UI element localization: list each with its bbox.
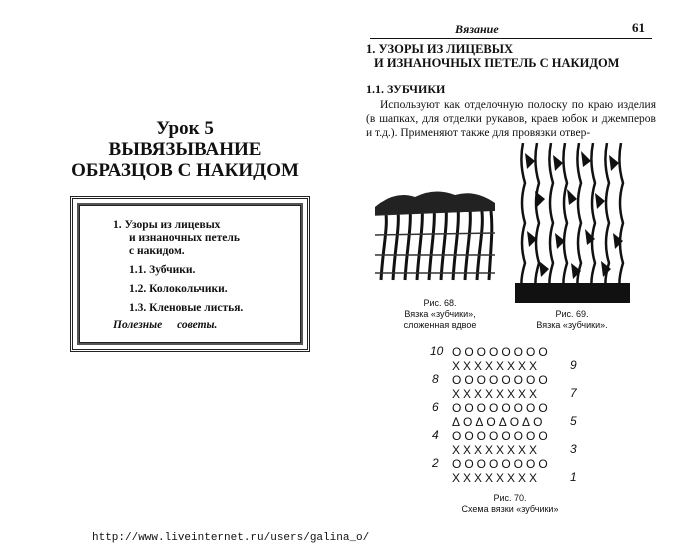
- page-number: 61: [632, 20, 645, 35]
- scheme-row: OOOOOOOO: [452, 429, 551, 443]
- caption-line: Схема вязки «зубчики»: [461, 504, 559, 514]
- row-number-left: 8: [432, 372, 439, 386]
- caption-fig69: [522, 309, 622, 331]
- toc-subitem: 1.1. Зубчики.: [129, 264, 196, 276]
- scheme-row: OOOOOOOO: [452, 401, 551, 415]
- scheme-row: OOOOOOOO: [452, 457, 551, 471]
- row-number-right: 9: [570, 358, 577, 372]
- row-number-right: 5: [570, 414, 577, 428]
- row-number-right: 7: [570, 386, 577, 400]
- toc-item-1-cont: и изнаночных петель: [129, 232, 240, 244]
- caption-line: Вязка «зубчики»,: [404, 309, 476, 319]
- caption-line: Вязка «зубчики».: [536, 320, 608, 330]
- toc-item-1-cont: с накидом.: [129, 245, 185, 257]
- lesson-title: [40, 118, 330, 181]
- lesson-title-line: ОБРАЗЦОВ С НАКИДОМ: [71, 160, 299, 181]
- scheme-row: ΔOΔOΔOΔO: [452, 415, 546, 429]
- decorative-frame: [70, 196, 310, 352]
- body-paragraph: Используют как отделочную полоску по краю изделия (в шапках, для отделки рукавов, краев юбок и джемперов и т.д.). Применяют также для провязки отвер-: [366, 99, 656, 139]
- lesson-title-line: Урок 5: [156, 118, 214, 139]
- caption-line: Рис. 69.: [555, 309, 589, 319]
- caption-line: Рис. 68.: [423, 298, 457, 308]
- toc-item-1: 1. Узоры из лицевых: [113, 219, 221, 231]
- table-of-contents: [113, 219, 243, 332]
- section-title-line: И ИЗНАНОЧНЫХ ПЕТЕЛЬ С НАКИДОМ: [374, 56, 620, 70]
- toc-tips: Полезные советы.: [113, 319, 218, 331]
- knitting-scheme: [430, 342, 590, 492]
- caption-fig68: [380, 298, 500, 331]
- knitting-photo-fig69: [515, 143, 630, 303]
- row-number-left: 4: [432, 428, 439, 442]
- lesson-title-line: ВЫВЯЗЫВАНИЕ: [108, 139, 262, 160]
- scheme-row: XXXXXXXX: [452, 359, 541, 373]
- footer-url: http://www.liveinternet.ru/users/galina_o/: [92, 532, 370, 544]
- row-number-right: 3: [570, 442, 577, 456]
- section-title: [366, 42, 619, 70]
- scheme-row: OOOOOOOO: [452, 345, 551, 359]
- caption-fig70: [445, 493, 575, 515]
- scheme-row: OOOOOOOO: [452, 373, 551, 387]
- toc-subitem: 1.2. Колокольчики.: [129, 283, 228, 295]
- toc-subitem: 1.3. Кленовые листья.: [129, 302, 244, 314]
- running-head: Вязание: [455, 22, 499, 36]
- scheme-row: XXXXXXXX: [452, 471, 541, 485]
- caption-line: сложенная вдвое: [403, 320, 477, 330]
- header-rule: [370, 38, 652, 39]
- caption-line: Рис. 70.: [493, 493, 527, 503]
- section-title-line: 1. УЗОРЫ ИЗ ЛИЦЕВЫХ: [366, 42, 514, 56]
- subsection-title: 1.1. ЗУБЧИКИ: [366, 82, 446, 96]
- scheme-row: XXXXXXXX: [452, 443, 541, 457]
- knitting-photo-fig68: [375, 185, 495, 285]
- right-page: [350, 0, 700, 550]
- row-number-left: 6: [432, 400, 439, 414]
- scheme-row: XXXXXXXX: [452, 387, 541, 401]
- row-number-right: 1: [570, 470, 577, 484]
- row-number-left: 2: [432, 456, 439, 470]
- row-number-left: 10: [430, 344, 444, 358]
